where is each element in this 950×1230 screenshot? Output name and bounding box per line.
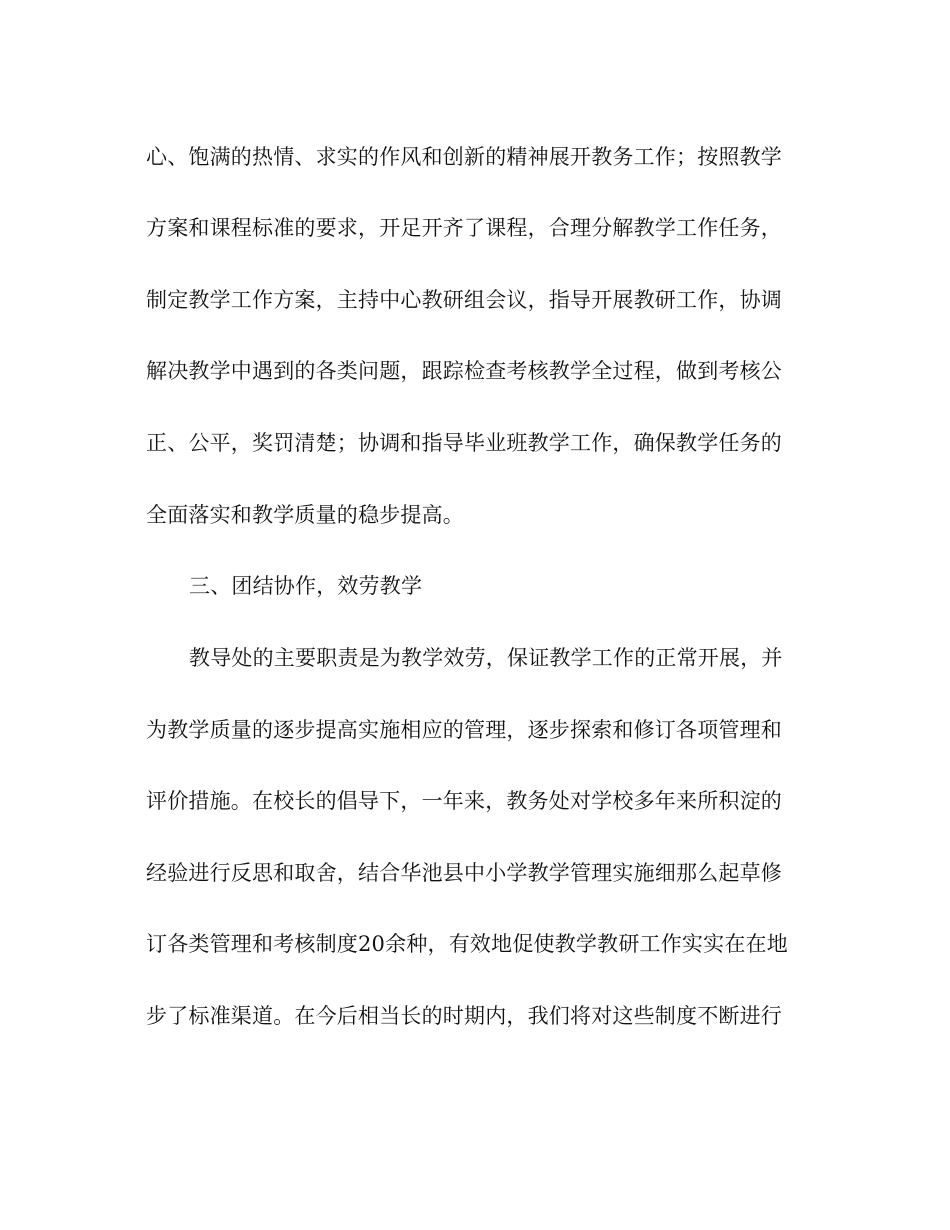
paragraph-line: 正、公平，奖罚清楚；协调和指导毕业班教学工作，确保教学任务的: [146, 431, 782, 455]
paragraph-line: 方案和课程标准的要求，开足开齐了课程，合理分解教学工作任务，: [146, 216, 782, 240]
section-heading: 三、团结协作，效劳教学: [189, 574, 423, 598]
paragraph-line: 心、饱满的热情、求实的作风和创新的精神展开教务工作；按照教学: [146, 145, 782, 169]
paragraph-line: 步了标准渠道。在今后相当长的时期内，我们将对这些制度不断进行: [146, 1004, 782, 1028]
paragraph-line: 为教学质量的逐步提高实施相应的管理，逐步探索和修订各项管理和: [146, 718, 782, 742]
paragraph-line: 全面落实和教学质量的稳步提高。: [146, 503, 464, 527]
paragraph-line: 解决教学中遇到的各类问题，跟踪检查考核教学全过程，做到考核公: [146, 359, 782, 383]
paragraph-line: 订各类管理和考核制度20余种，有效地促使教学教研工作实实在在地: [146, 932, 788, 956]
paragraph-line: 评价措施。在校长的倡导下，一年来，教务处对学校多年来所积淀的: [146, 789, 782, 813]
paragraph-line: 教导处的主要职责是为教学效劳，保证教学工作的正常开展，并: [189, 646, 783, 670]
paragraph-line: 制定教学工作方案，主持中心教研组会议，指导开展教研工作，协调: [146, 288, 782, 312]
paragraph-line: 经验进行反思和取舍，结合华池县中小学教学管理实施细那么起草修: [146, 861, 782, 885]
